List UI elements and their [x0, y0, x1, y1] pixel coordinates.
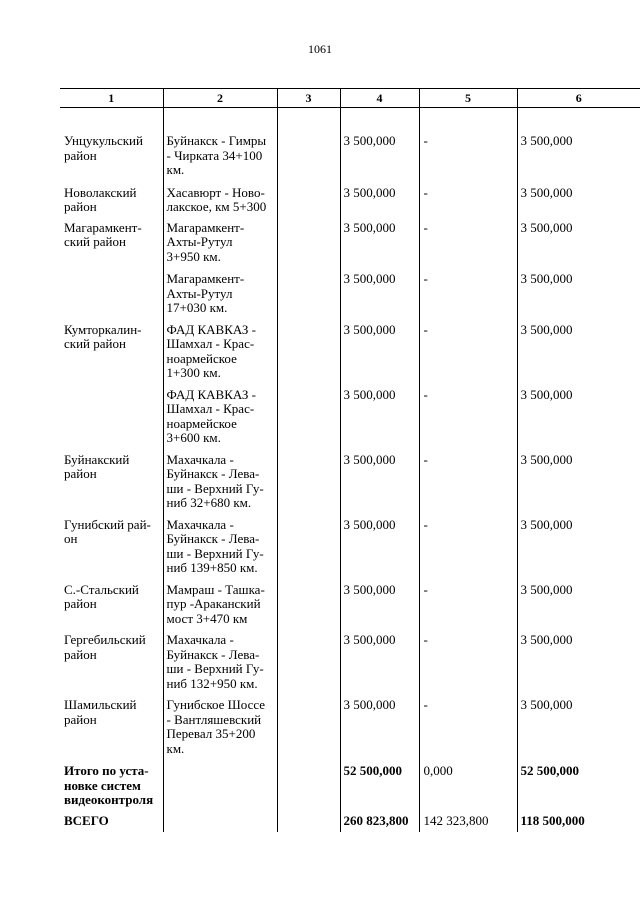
- column-header-6: 6: [517, 89, 640, 108]
- col6-value: 3 500,000: [520, 133, 573, 148]
- col4-value: 3 500,000: [343, 632, 396, 647]
- col4-value: 3 500,000: [343, 386, 396, 402]
- col6-value: 3 500,000: [520, 219, 573, 235]
- col6-value: 3 500,000: [520, 632, 573, 647]
- table-row: [60, 576, 640, 627]
- road-section: Магарамкент- Ахты-Рутул 3+950 км.: [166, 219, 245, 264]
- road-section: ФАД КАВКАЗ - Шамхал - Крас- ноармейское 3+600 км.: [166, 386, 257, 445]
- table-row: [60, 108, 640, 178]
- col6-value: 3 500,000: [520, 697, 573, 712]
- table-row: [60, 446, 640, 511]
- col5-value: -: [423, 133, 428, 148]
- road-section: Мамраш - Ташка- пур -Араканский мост 3+470 км: [166, 581, 265, 626]
- budget-table: [60, 88, 640, 832]
- col4-value: 3 500,000: [343, 133, 396, 148]
- col4-value: 3 500,000: [343, 451, 396, 467]
- table-row: [60, 316, 640, 381]
- subtotal-row: [60, 756, 640, 808]
- district-name: Гергебильский район: [64, 632, 146, 662]
- district-name: Кумторкалин- ский район: [64, 321, 142, 351]
- table-row: [60, 691, 640, 756]
- col5-value: -: [423, 184, 428, 200]
- col6-value: 3 500,000: [520, 516, 573, 532]
- col4-value: 3 500,000: [343, 516, 396, 532]
- road-section: Буйнакск - Гимры - Чирката 34+100 км.: [166, 133, 267, 177]
- road-section: Гунибское Шоссе - Вантляшевский Перевал 35+200 км.: [166, 697, 266, 756]
- col6-value: 3 500,000: [520, 386, 573, 402]
- column-header-1: 1: [60, 89, 163, 108]
- page-number: 1061: [308, 42, 332, 56]
- col6-value: 3 500,000: [520, 184, 573, 200]
- district-name: Новолакский район: [64, 184, 137, 214]
- col5-value: -: [423, 697, 428, 712]
- col5-value: -: [423, 271, 428, 286]
- col5-value: -: [423, 219, 428, 235]
- table-row: [60, 264, 640, 316]
- road-section: ФАД КАВКАЗ - Шамхал - Крас- ноармейское 1+300 км.: [166, 321, 257, 380]
- col6-value: 3 500,000: [520, 451, 573, 467]
- road-section: Махачкала - Буйнакск - Лева- ши - Верхний Гу- ниб 32+680 км.: [166, 451, 264, 510]
- road-section: Махачкала - Буйнакск - Лева- ши - Верхний Гу- ниб 139+850 км.: [166, 516, 264, 575]
- col4-value: 3 500,000: [343, 219, 396, 235]
- table-row: [60, 381, 640, 446]
- table-row: [60, 626, 640, 691]
- grand-total-row: [60, 808, 640, 833]
- col5-value: -: [423, 516, 428, 532]
- col4-value: 3 500,000: [343, 271, 396, 286]
- subtotal-col5: 0,000: [423, 763, 453, 778]
- district-name: Магарамкент- ский район: [64, 219, 142, 249]
- col5-value: -: [423, 632, 428, 647]
- col4-value: 3 500,000: [343, 697, 396, 712]
- district-name: Буйнакский район: [64, 451, 130, 481]
- grand-total-col4: 260 823,800: [343, 812, 409, 828]
- column-header-2: 2: [163, 89, 277, 108]
- district-name: Гунибский рай- он: [64, 516, 151, 546]
- col4-value: 3 500,000: [343, 321, 396, 337]
- district-name: С.-Стальский район: [64, 581, 139, 611]
- road-section: Магарамкент- Ахты-Рутул 17+030 км.: [166, 271, 245, 315]
- district-name: Унцукульский район: [64, 133, 143, 163]
- table-row: [60, 178, 640, 215]
- col6-value: 3 500,000: [520, 321, 573, 337]
- table-row: [60, 215, 640, 265]
- col4-value: 3 500,000: [343, 581, 396, 597]
- col5-value: -: [423, 581, 428, 597]
- column-header-3: 3: [277, 89, 340, 108]
- grand-total-label: ВСЕГО: [64, 812, 109, 828]
- column-header-4: 4: [340, 89, 419, 108]
- col4-value: 3 500,000: [343, 184, 396, 200]
- col5-value: -: [423, 321, 428, 337]
- road-section: Хасавюрт - Ново- лакское, км 5+300: [166, 184, 267, 214]
- col6-value: 3 500,000: [520, 271, 573, 286]
- subtotal-col6: 52 500,000: [520, 763, 579, 778]
- district-name: Шамильский район: [64, 697, 137, 727]
- table-row: [60, 511, 640, 576]
- col6-value: 3 500,000: [520, 581, 573, 597]
- table-header-row: [60, 89, 640, 108]
- column-header-5: 5: [419, 89, 517, 108]
- subtotal-label: Итого по уста- новке систем видеоконтроля: [64, 763, 154, 807]
- road-section: Махачкала - Буйнакск - Лева- ши - Верхний Гу- ниб 132+950 км.: [166, 632, 264, 691]
- col5-value: -: [423, 451, 428, 467]
- grand-total-col6: 118 500,000: [520, 812, 585, 828]
- col5-value: -: [423, 386, 428, 402]
- subtotal-col4: 52 500,000: [343, 763, 402, 778]
- grand-total-col5: 142 323,800: [423, 812, 489, 828]
